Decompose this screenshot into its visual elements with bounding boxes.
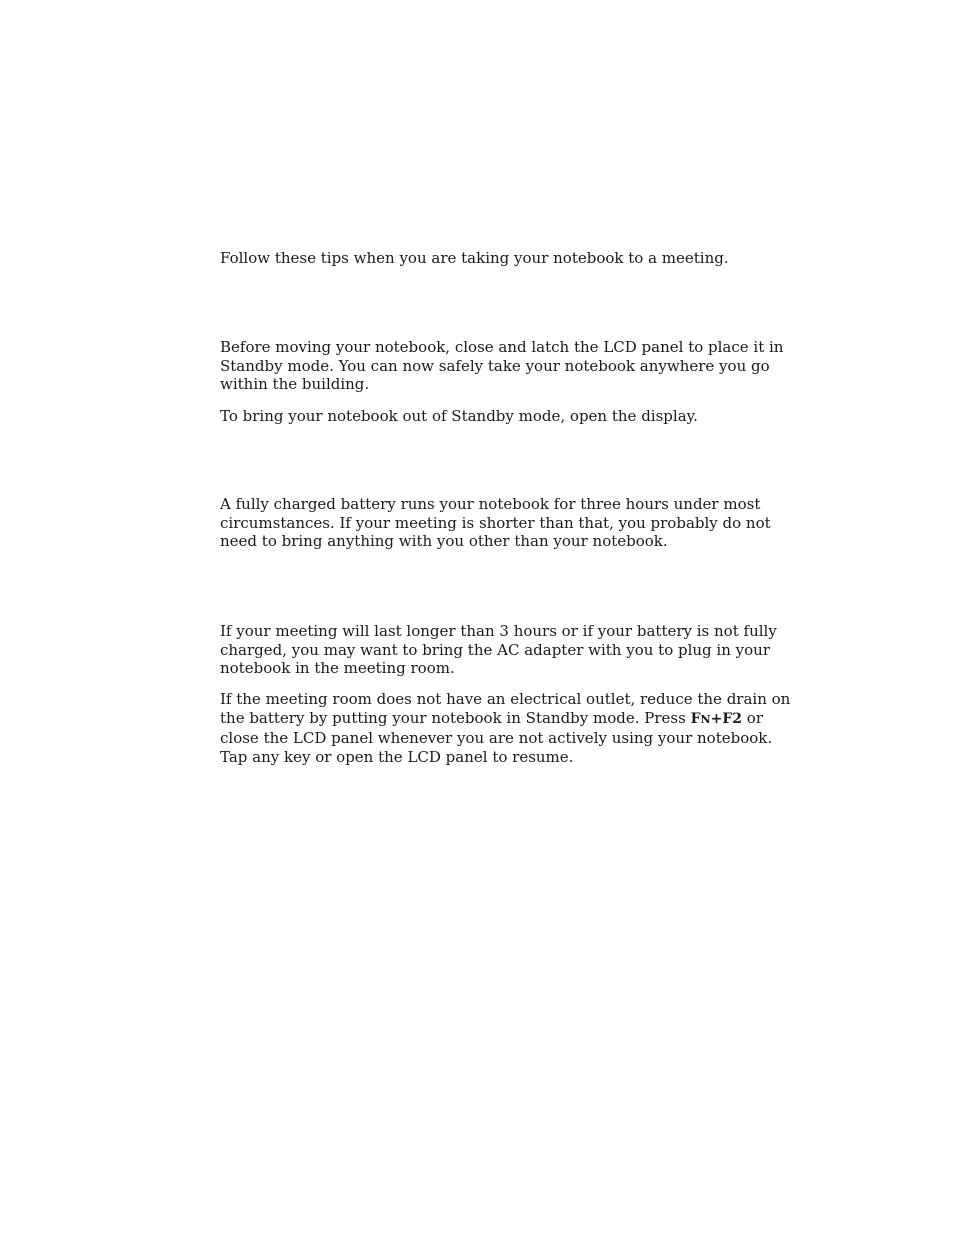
standby-paragraph-1: Before moving your notebook, close and latch the LCD panel to place it in Standby mode. You can now safely take your notebook anywhere you go within the building.	[220, 338, 784, 394]
key-combo-fn-f2: FN+F2	[690, 710, 743, 727]
adapter-p2-before: If the meeting room does not have an electrical outlet, reduce the drain on the battery by putting your notebook in Standby mode. Press	[220, 690, 791, 727]
standby-paragraph-2: To bring your notebook out of Standby mode, open the display.	[220, 407, 698, 425]
intro-paragraph: Follow these tips when you are taking your notebook to a meeting.	[220, 249, 729, 267]
battery-paragraph: A fully charged battery runs your notebook for three hours under most circumstances. If your meeting is shorter than that, you probably do not need to bring anything with you other than your notebook.	[220, 495, 771, 551]
adapter-paragraph-2	[220, 690, 792, 766]
adapter-paragraph-1: If your meeting will last longer than 3 hours or if your battery is not fully charged, you may want to bring the AC adapter with you to plug in your notebook in the meeting room.	[220, 622, 777, 678]
adapter-p2-after: or close the LCD panel whenever you are not actively using your notebook. Tap any key or open the LCD panel to resume.	[220, 708, 773, 766]
